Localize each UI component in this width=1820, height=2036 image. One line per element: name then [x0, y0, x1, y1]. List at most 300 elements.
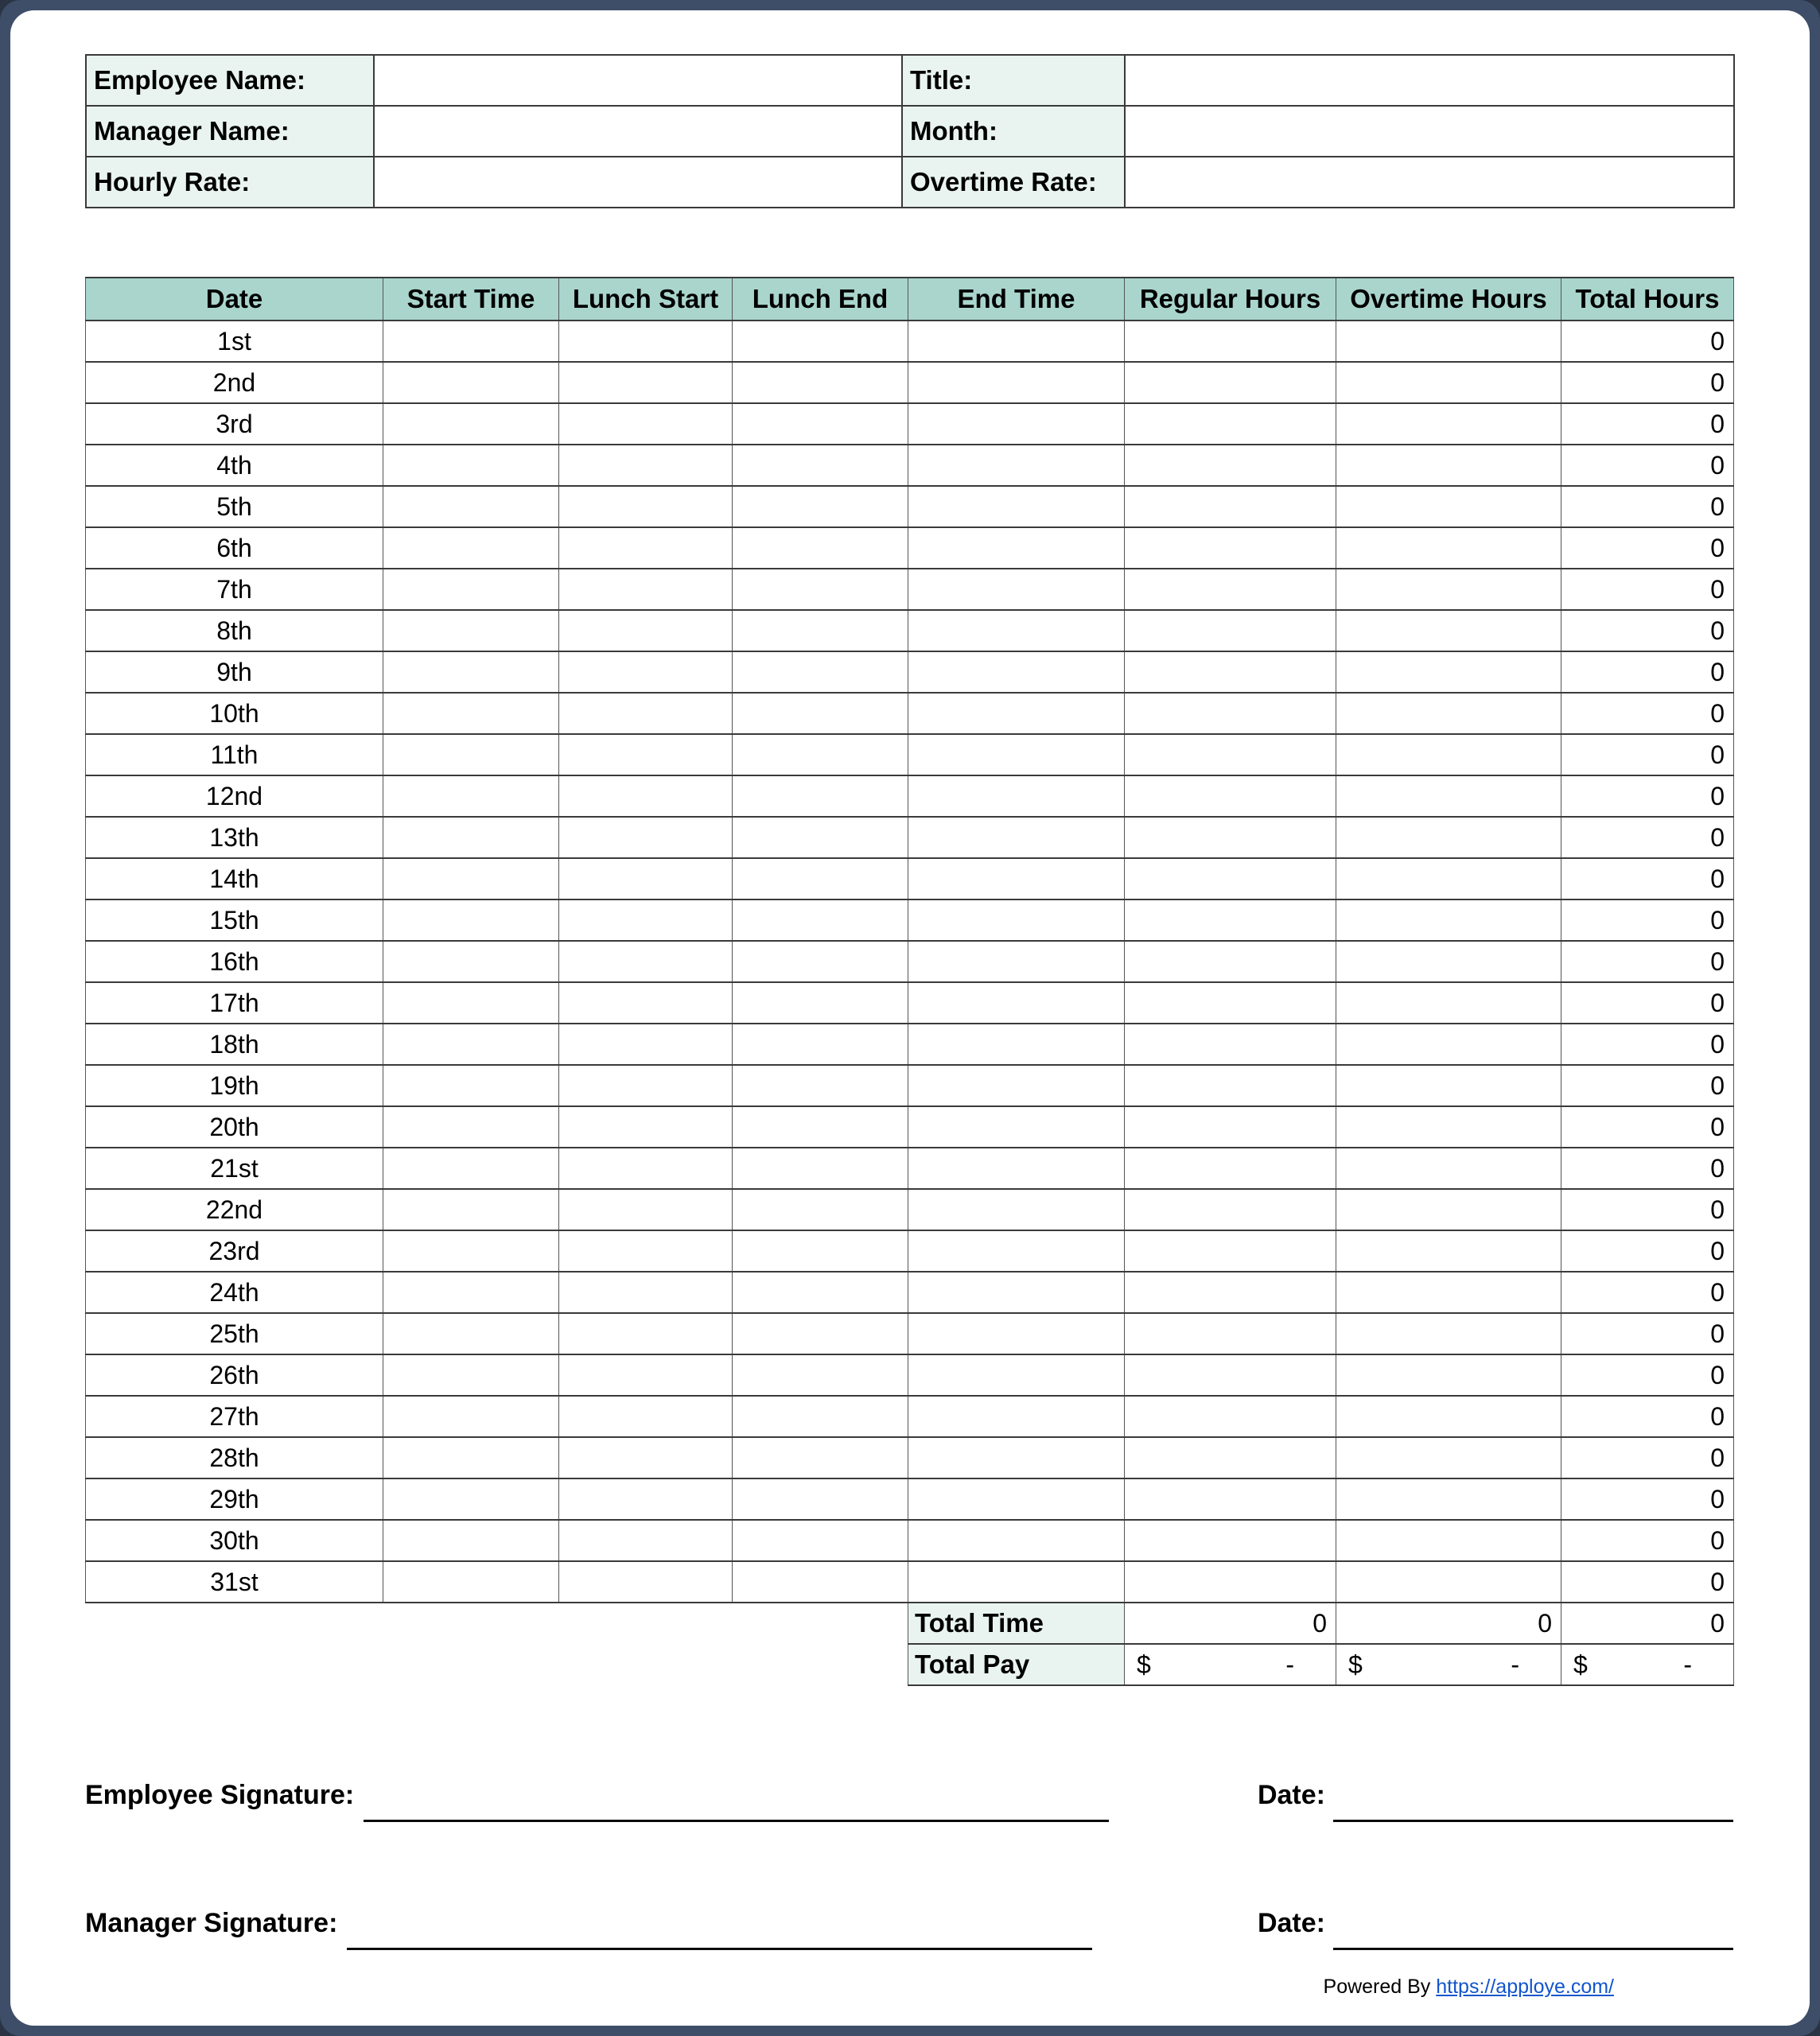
overtime-hours-cell[interactable]: [1336, 982, 1561, 1024]
timesheet-row: [86, 1106, 1734, 1148]
timesheet-row: [86, 1024, 1734, 1065]
overtime-hours-cell[interactable]: [1336, 1189, 1561, 1230]
timesheet-row: [86, 1230, 1734, 1272]
end-time-cell[interactable]: [908, 1396, 1125, 1437]
date-cell: 8th: [86, 610, 383, 651]
overtime-hours-cell[interactable]: [1336, 817, 1561, 858]
timesheet-page: [10, 10, 1810, 2026]
total-hours-cell: 0: [1561, 1272, 1734, 1313]
regular-hours-cell[interactable]: [1125, 445, 1336, 486]
start-time-cell[interactable]: [383, 445, 559, 486]
lunch-end-cell[interactable]: [733, 1272, 908, 1313]
timesheet-row: [86, 1561, 1734, 1603]
date-cell: 4th: [86, 445, 383, 486]
currency-symbol: $: [1348, 1649, 1363, 1679]
overtime-hours-cell[interactable]: [1336, 1520, 1561, 1561]
overtime-hours-cell[interactable]: [1336, 1148, 1561, 1189]
overtime-hours-cell[interactable]: [1336, 651, 1561, 693]
lunch-start-cell[interactable]: [559, 1148, 733, 1189]
end-time-cell[interactable]: [908, 1561, 1125, 1603]
regular-hours-cell[interactable]: [1125, 817, 1336, 858]
lunch-end-cell[interactable]: [733, 527, 908, 569]
lunch-end-cell[interactable]: [733, 1106, 908, 1148]
employee-info-table: [85, 54, 1735, 208]
lunch-start-cell[interactable]: [559, 1065, 733, 1106]
manager-date-line: [1333, 1948, 1733, 1950]
lunch-end-cell[interactable]: [733, 1230, 908, 1272]
hourly-rate-field[interactable]: [374, 157, 902, 208]
timesheet-row: [86, 693, 1734, 734]
employee-signature-label: Employee Signature:: [85, 1780, 355, 1810]
lunch-start-cell[interactable]: [559, 527, 733, 569]
footer: [85, 1976, 1733, 1999]
total-hours-cell: 0: [1561, 1561, 1734, 1603]
timesheet-row: [86, 403, 1734, 445]
overtime-hours-cell[interactable]: [1336, 1561, 1561, 1603]
regular-hours-cell[interactable]: [1125, 734, 1336, 775]
date-cell: 17th: [86, 982, 383, 1024]
lunch-end-cell[interactable]: [733, 775, 908, 817]
start-time-cell[interactable]: [383, 899, 559, 941]
end-time-cell[interactable]: [908, 569, 1125, 610]
total-hours-cell: 0: [1561, 362, 1734, 403]
timesheet-table: [85, 277, 1734, 1686]
regular-hours-cell[interactable]: [1125, 1561, 1336, 1603]
end-time-cell[interactable]: [908, 651, 1125, 693]
lunch-start-cell[interactable]: [559, 858, 733, 899]
overtime-hours-cell[interactable]: [1336, 321, 1561, 362]
date-cell: 9th: [86, 651, 383, 693]
end-time-cell[interactable]: [908, 1478, 1125, 1520]
start-time-cell[interactable]: [383, 569, 559, 610]
overtime-hours-cell[interactable]: [1336, 1272, 1561, 1313]
total-hours-cell: 0: [1561, 1396, 1734, 1437]
pay-amount: -: [1285, 1649, 1294, 1679]
total-hours-cell: 0: [1561, 486, 1734, 527]
lunch-end-cell[interactable]: [733, 1313, 908, 1354]
overtime-hours-cell[interactable]: [1336, 445, 1561, 486]
employee-name-label: Employee Name:: [86, 55, 374, 106]
end-time-cell[interactable]: [908, 693, 1125, 734]
start-time-cell[interactable]: [383, 941, 559, 982]
timesheet-row: [86, 1354, 1734, 1396]
timesheet-row: [86, 1437, 1734, 1478]
end-time-cell[interactable]: [908, 1024, 1125, 1065]
overtime-hours-cell[interactable]: [1336, 693, 1561, 734]
lunch-start-cell[interactable]: [559, 899, 733, 941]
total-hours-cell: 0: [1561, 1148, 1734, 1189]
overtime-hours-cell[interactable]: [1336, 1024, 1561, 1065]
start-time-cell[interactable]: [383, 693, 559, 734]
total-hours-cell: 0: [1561, 693, 1734, 734]
lunch-start-cell[interactable]: [559, 1354, 733, 1396]
lunch-start-cell[interactable]: [559, 610, 733, 651]
date-cell: 13th: [86, 817, 383, 858]
pay-amount: -: [1511, 1649, 1519, 1679]
regular-hours-cell[interactable]: [1125, 1272, 1336, 1313]
timesheet-row: [86, 321, 1734, 362]
start-time-cell[interactable]: [383, 1437, 559, 1478]
total-hours-cell: 0: [1561, 610, 1734, 651]
total-hours-cell: 0: [1561, 321, 1734, 362]
overtime-hours-cell[interactable]: [1336, 775, 1561, 817]
lunch-end-cell[interactable]: [733, 1354, 908, 1396]
lunch-end-cell[interactable]: [733, 1189, 908, 1230]
date-cell: 30th: [86, 1520, 383, 1561]
manager-name-field[interactable]: [374, 106, 902, 157]
total-hours-cell: 0: [1561, 1437, 1734, 1478]
lunch-start-cell[interactable]: [559, 1520, 733, 1561]
start-time-cell[interactable]: [383, 817, 559, 858]
date-cell: 20th: [86, 1106, 383, 1148]
total-hours-cell: 0: [1561, 817, 1734, 858]
regular-hours-cell[interactable]: [1125, 1437, 1336, 1478]
lunch-end-cell[interactable]: [733, 1437, 908, 1478]
date-cell: 18th: [86, 1024, 383, 1065]
lunch-end-cell[interactable]: [733, 610, 908, 651]
regular-hours-cell[interactable]: [1125, 569, 1336, 610]
lunch-start-cell[interactable]: [559, 1106, 733, 1148]
date-cell: 5th: [86, 486, 383, 527]
total-time-overtime-hours: 0: [1336, 1603, 1561, 1644]
col-header-lunch-start: Lunch Start: [559, 278, 733, 321]
manager-signature-label: Manager Signature:: [85, 1908, 338, 1938]
end-time-cell[interactable]: [908, 321, 1125, 362]
timesheet-row: [86, 941, 1734, 982]
timesheet-row: [86, 858, 1734, 899]
end-time-cell[interactable]: [908, 1189, 1125, 1230]
lunch-start-cell[interactable]: [559, 362, 733, 403]
title-label: Title:: [902, 55, 1125, 106]
end-time-cell[interactable]: [908, 1065, 1125, 1106]
regular-hours-cell[interactable]: [1125, 899, 1336, 941]
end-time-cell[interactable]: [908, 1230, 1125, 1272]
start-time-cell[interactable]: [383, 1189, 559, 1230]
timesheet-row: [86, 527, 1734, 569]
timesheet-row: [86, 486, 1734, 527]
timesheet-row: [86, 899, 1734, 941]
overtime-hours-cell[interactable]: [1336, 734, 1561, 775]
end-time-cell[interactable]: [908, 486, 1125, 527]
overtime-hours-cell[interactable]: [1336, 362, 1561, 403]
lunch-end-cell[interactable]: [733, 982, 908, 1024]
lunch-start-cell[interactable]: [559, 982, 733, 1024]
timesheet-totals: [86, 1603, 1734, 1685]
pay-amount: -: [1683, 1649, 1692, 1679]
employee-date-group: [1258, 1780, 1733, 1822]
timesheet-row: [86, 362, 1734, 403]
date-cell: 2nd: [86, 362, 383, 403]
regular-hours-cell[interactable]: [1125, 1106, 1336, 1148]
end-time-cell[interactable]: [908, 445, 1125, 486]
start-time-cell[interactable]: [383, 1272, 559, 1313]
start-time-cell[interactable]: [383, 734, 559, 775]
regular-hours-cell[interactable]: [1125, 1065, 1336, 1106]
lunch-end-cell[interactable]: [733, 734, 908, 775]
lunch-end-cell[interactable]: [733, 445, 908, 486]
lunch-end-cell[interactable]: [733, 651, 908, 693]
start-time-cell[interactable]: [383, 775, 559, 817]
date-cell: 11th: [86, 734, 383, 775]
timesheet-row: [86, 651, 1734, 693]
lunch-end-cell[interactable]: [733, 899, 908, 941]
total-hours-cell: 0: [1561, 527, 1734, 569]
total-hours-cell: 0: [1561, 858, 1734, 899]
info-row: [86, 157, 1734, 208]
regular-hours-cell[interactable]: [1125, 693, 1336, 734]
lunch-start-cell[interactable]: [559, 734, 733, 775]
total-hours-cell: 0: [1561, 734, 1734, 775]
lunch-end-cell[interactable]: [733, 1065, 908, 1106]
start-time-cell[interactable]: [383, 1065, 559, 1106]
regular-hours-cell[interactable]: [1125, 1478, 1336, 1520]
end-time-cell[interactable]: [908, 1313, 1125, 1354]
lunch-start-cell[interactable]: [559, 651, 733, 693]
lunch-end-cell[interactable]: [733, 693, 908, 734]
overtime-hours-cell[interactable]: [1336, 486, 1561, 527]
regular-hours-cell[interactable]: [1125, 1189, 1336, 1230]
total-hours-cell: 0: [1561, 1106, 1734, 1148]
total-hours-cell: 0: [1561, 899, 1734, 941]
lunch-end-cell[interactable]: [733, 403, 908, 445]
lunch-start-cell[interactable]: [559, 1437, 733, 1478]
total-pay-label: Total Pay: [908, 1644, 1125, 1685]
regular-hours-cell[interactable]: [1125, 1520, 1336, 1561]
start-time-cell[interactable]: [383, 651, 559, 693]
start-time-cell[interactable]: [383, 1478, 559, 1520]
lunch-start-cell[interactable]: [559, 1189, 733, 1230]
overtime-hours-cell[interactable]: [1336, 1106, 1561, 1148]
overtime-hours-cell[interactable]: [1336, 1478, 1561, 1520]
date-cell: 21st: [86, 1148, 383, 1189]
overtime-hours-cell[interactable]: [1336, 1396, 1561, 1437]
date-cell: 1st: [86, 321, 383, 362]
overtime-hours-cell[interactable]: [1336, 941, 1561, 982]
overtime-hours-cell[interactable]: [1336, 858, 1561, 899]
start-time-cell[interactable]: [383, 1024, 559, 1065]
timesheet-row: [86, 1272, 1734, 1313]
total-time-row: [86, 1603, 1734, 1644]
col-header-end-time: End Time: [908, 278, 1125, 321]
total-pay-overtime: [1336, 1644, 1561, 1685]
start-time-cell[interactable]: [383, 1313, 559, 1354]
start-time-cell[interactable]: [383, 321, 559, 362]
lunch-end-cell[interactable]: [733, 362, 908, 403]
total-hours-cell: 0: [1561, 775, 1734, 817]
col-header-overtime-hours: Overtime Hours: [1336, 278, 1561, 321]
start-time-cell[interactable]: [383, 527, 559, 569]
col-header-regular-hours: Regular Hours: [1125, 278, 1336, 321]
timesheet-row: [86, 1148, 1734, 1189]
date-cell: 10th: [86, 693, 383, 734]
manager-signature-line: [347, 1948, 1092, 1950]
date-cell: 19th: [86, 1065, 383, 1106]
date-cell: 29th: [86, 1478, 383, 1520]
lunch-end-cell[interactable]: [733, 817, 908, 858]
start-time-cell[interactable]: [383, 362, 559, 403]
lunch-start-cell[interactable]: [559, 693, 733, 734]
manager-signature-row: [85, 1908, 1733, 1950]
lunch-end-cell[interactable]: [733, 1520, 908, 1561]
total-hours-cell: 0: [1561, 1065, 1734, 1106]
col-header-lunch-end: Lunch End: [733, 278, 908, 321]
timesheet-row: [86, 1478, 1734, 1520]
lunch-start-cell[interactable]: [559, 1396, 733, 1437]
lunch-start-cell[interactable]: [559, 1272, 733, 1313]
regular-hours-cell[interactable]: [1125, 527, 1336, 569]
regular-hours-cell[interactable]: [1125, 1313, 1336, 1354]
overtime-hours-cell[interactable]: [1336, 1437, 1561, 1478]
overtime-hours-cell[interactable]: [1336, 1230, 1561, 1272]
lunch-start-cell[interactable]: [559, 321, 733, 362]
start-time-cell[interactable]: [383, 982, 559, 1024]
start-time-cell[interactable]: [383, 1561, 559, 1603]
overtime-hours-cell[interactable]: [1336, 1313, 1561, 1354]
overtime-hours-cell[interactable]: [1336, 1354, 1561, 1396]
lunch-start-cell[interactable]: [559, 1478, 733, 1520]
month-label: Month:: [902, 106, 1125, 157]
regular-hours-cell[interactable]: [1125, 858, 1336, 899]
regular-hours-cell[interactable]: [1125, 321, 1336, 362]
lunch-start-cell[interactable]: [559, 941, 733, 982]
lunch-end-cell[interactable]: [733, 1396, 908, 1437]
end-time-cell[interactable]: [908, 817, 1125, 858]
end-time-cell[interactable]: [908, 775, 1125, 817]
start-time-cell[interactable]: [383, 1354, 559, 1396]
lunch-start-cell[interactable]: [559, 569, 733, 610]
end-time-cell[interactable]: [908, 982, 1125, 1024]
hourly-rate-label: Hourly Rate:: [86, 157, 374, 208]
date-cell: 14th: [86, 858, 383, 899]
lunch-end-cell[interactable]: [733, 858, 908, 899]
overtime-hours-cell[interactable]: [1336, 610, 1561, 651]
start-time-cell[interactable]: [383, 486, 559, 527]
end-time-cell[interactable]: [908, 1272, 1125, 1313]
end-time-cell[interactable]: [908, 941, 1125, 982]
regular-hours-cell[interactable]: [1125, 1354, 1336, 1396]
start-time-cell[interactable]: [383, 858, 559, 899]
total-hours-cell: 0: [1561, 1189, 1734, 1230]
end-time-cell[interactable]: [908, 362, 1125, 403]
regular-hours-cell[interactable]: [1125, 775, 1336, 817]
lunch-start-cell[interactable]: [559, 817, 733, 858]
total-pay-row: [86, 1644, 1734, 1685]
lunch-end-cell[interactable]: [733, 321, 908, 362]
regular-hours-cell[interactable]: [1125, 941, 1336, 982]
start-time-cell[interactable]: [383, 1230, 559, 1272]
regular-hours-cell[interactable]: [1125, 1024, 1336, 1065]
total-hours-cell: 0: [1561, 982, 1734, 1024]
overtime-hours-cell[interactable]: [1336, 569, 1561, 610]
end-time-cell[interactable]: [908, 1520, 1125, 1561]
end-time-cell[interactable]: [908, 403, 1125, 445]
start-time-cell[interactable]: [383, 1106, 559, 1148]
end-time-cell[interactable]: [908, 527, 1125, 569]
lunch-end-cell[interactable]: [733, 1024, 908, 1065]
lunch-end-cell[interactable]: [733, 941, 908, 982]
lunch-start-cell[interactable]: [559, 403, 733, 445]
total-pay-total: [1561, 1644, 1734, 1685]
date-cell: 12nd: [86, 775, 383, 817]
month-field[interactable]: [1125, 106, 1734, 157]
end-time-cell[interactable]: [908, 1106, 1125, 1148]
timesheet-row: [86, 1396, 1734, 1437]
apploye-link[interactable]: https://apploye.com/: [1436, 1976, 1614, 1998]
employee-name-field[interactable]: [374, 55, 902, 106]
lunch-end-cell[interactable]: [733, 1478, 908, 1520]
overtime-hours-cell[interactable]: [1336, 527, 1561, 569]
regular-hours-cell[interactable]: [1125, 403, 1336, 445]
regular-hours-cell[interactable]: [1125, 362, 1336, 403]
employee-signature-line: [364, 1820, 1109, 1822]
total-hours-cell: 0: [1561, 1230, 1734, 1272]
lunch-start-cell[interactable]: [559, 1230, 733, 1272]
start-time-cell[interactable]: [383, 610, 559, 651]
start-time-cell[interactable]: [383, 403, 559, 445]
total-hours-cell: 0: [1561, 941, 1734, 982]
overtime-rate-field[interactable]: [1125, 157, 1734, 208]
lunch-end-cell[interactable]: [733, 1561, 908, 1603]
lunch-start-cell[interactable]: [559, 486, 733, 527]
end-time-cell[interactable]: [908, 899, 1125, 941]
lunch-start-cell[interactable]: [559, 1024, 733, 1065]
end-time-cell[interactable]: [908, 1437, 1125, 1478]
regular-hours-cell[interactable]: [1125, 1230, 1336, 1272]
end-time-cell[interactable]: [908, 734, 1125, 775]
lunch-start-cell[interactable]: [559, 1561, 733, 1603]
col-header-total-hours: Total Hours: [1561, 278, 1734, 321]
lunch-end-cell[interactable]: [733, 569, 908, 610]
date-cell: 23rd: [86, 1230, 383, 1272]
regular-hours-cell[interactable]: [1125, 1396, 1336, 1437]
start-time-cell[interactable]: [383, 1520, 559, 1561]
lunch-end-cell[interactable]: [733, 486, 908, 527]
total-hours-cell: 0: [1561, 403, 1734, 445]
info-row: [86, 106, 1734, 157]
date-cell: 3rd: [86, 403, 383, 445]
end-time-cell[interactable]: [908, 610, 1125, 651]
manager-date-label: Date:: [1257, 1908, 1325, 1938]
total-time-regular-hours: 0: [1125, 1603, 1336, 1644]
total-hours-cell: 0: [1561, 1024, 1734, 1065]
lunch-start-cell[interactable]: [559, 1313, 733, 1354]
end-time-cell[interactable]: [908, 1354, 1125, 1396]
overtime-hours-cell[interactable]: [1336, 403, 1561, 445]
end-time-cell[interactable]: [908, 858, 1125, 899]
date-cell: 24th: [86, 1272, 383, 1313]
title-field[interactable]: [1125, 55, 1734, 106]
end-time-cell[interactable]: [908, 1148, 1125, 1189]
currency-symbol: $: [1573, 1649, 1588, 1679]
regular-hours-cell[interactable]: [1125, 651, 1336, 693]
regular-hours-cell[interactable]: [1125, 486, 1336, 527]
overtime-hours-cell[interactable]: [1336, 1065, 1561, 1106]
timesheet-row: [86, 734, 1734, 775]
regular-hours-cell[interactable]: [1125, 610, 1336, 651]
date-cell: 6th: [86, 527, 383, 569]
start-time-cell[interactable]: [383, 1148, 559, 1189]
overtime-hours-cell[interactable]: [1336, 899, 1561, 941]
date-cell: 27th: [86, 1396, 383, 1437]
lunch-start-cell[interactable]: [559, 775, 733, 817]
timesheet-row: [86, 1520, 1734, 1561]
total-hours-cell: 0: [1561, 1313, 1734, 1354]
start-time-cell[interactable]: [383, 1396, 559, 1437]
regular-hours-cell[interactable]: [1125, 982, 1336, 1024]
lunch-start-cell[interactable]: [559, 445, 733, 486]
regular-hours-cell[interactable]: [1125, 1148, 1336, 1189]
lunch-end-cell[interactable]: [733, 1148, 908, 1189]
